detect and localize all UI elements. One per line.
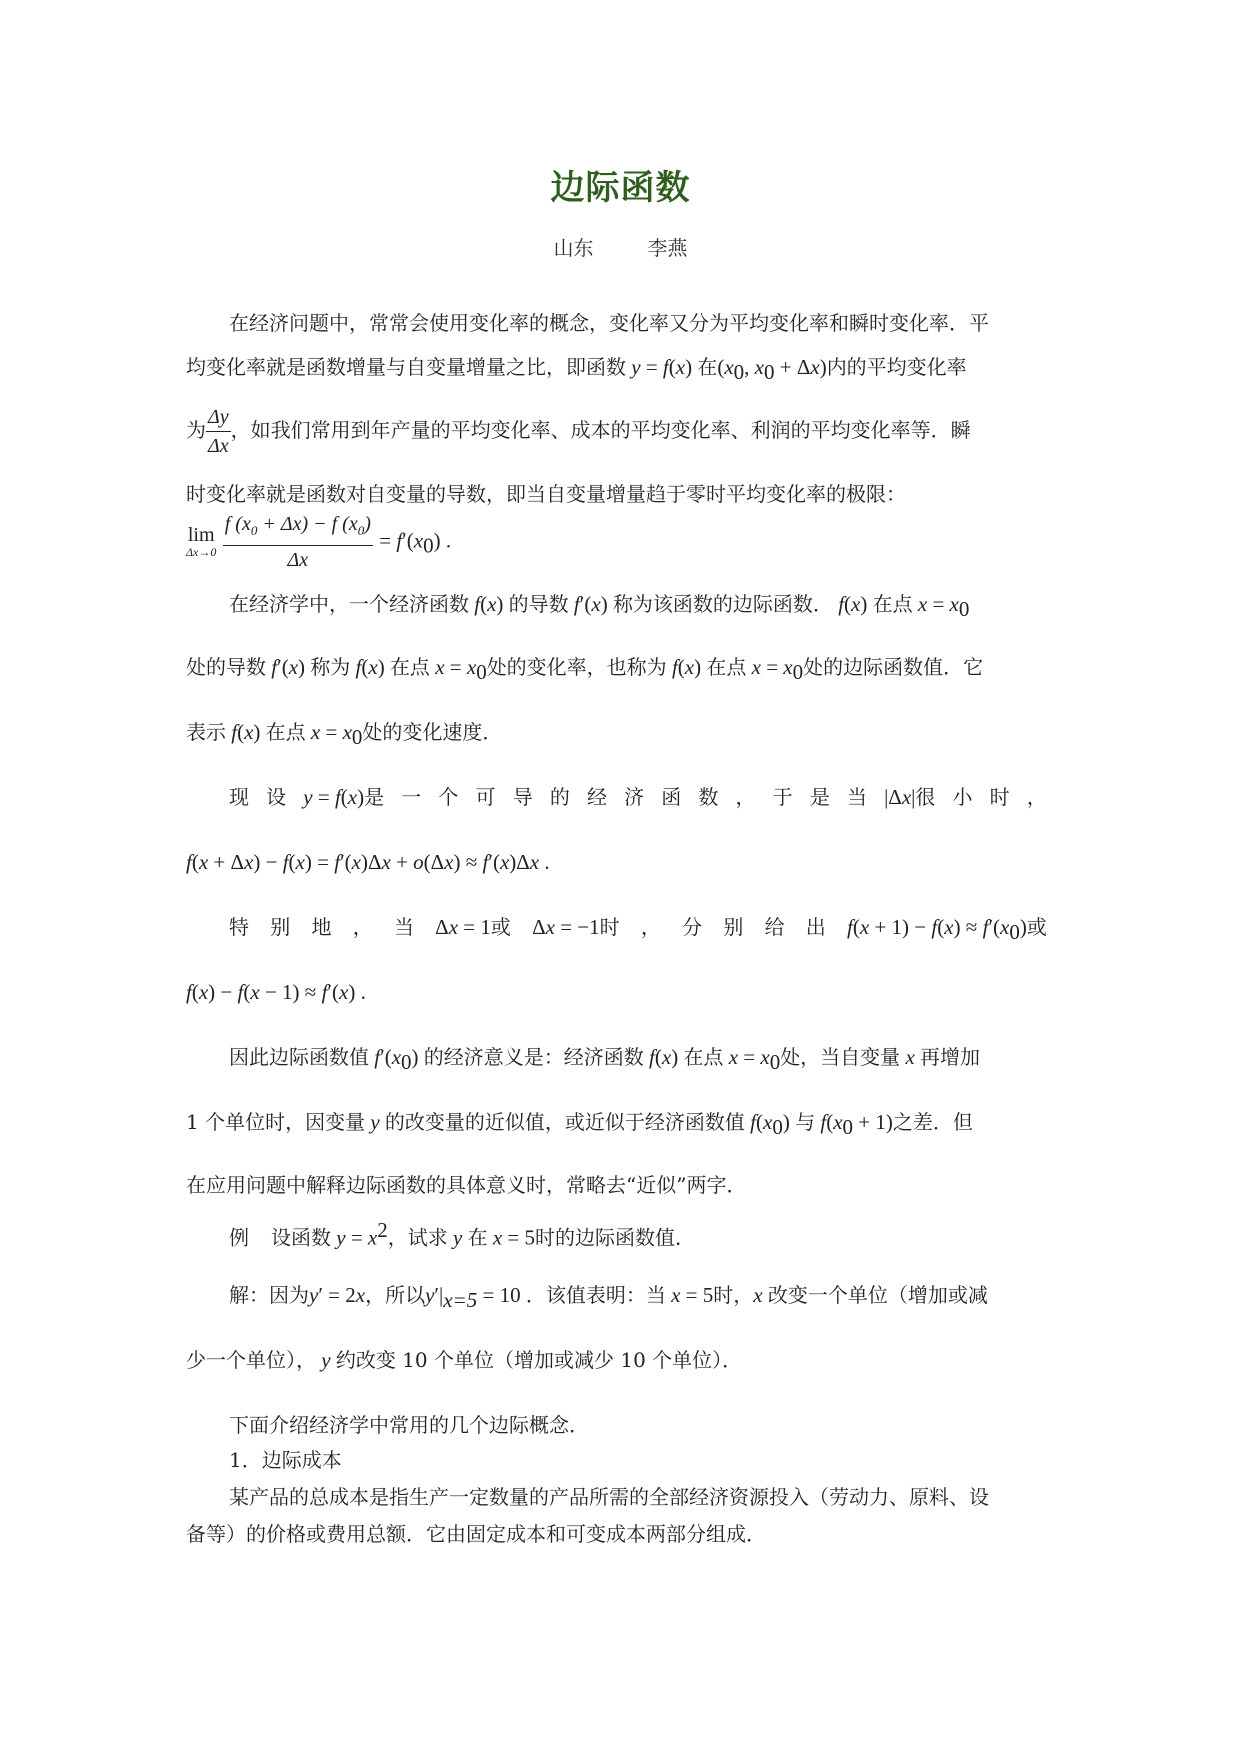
- author-province: 山东: [553, 236, 594, 260]
- p1-line4: 时变化率就是函数对自变量的导数，即当自变量增量趋于零时平均变化率的极限：: [186, 482, 906, 506]
- p3-line1: 现 设 y = f(x)是 一 个 可 导 的 经 济 函 数 ， 于 是 当 |Δx|很 小 时 ，: [229, 785, 1047, 809]
- p2-line3: 表示 f(x) 在点 $x = x_0$处的变化速度．: [186, 720, 503, 749]
- p6-line2: 备等）的价格或费用总额．它由固定成本和可变成本两部分组成．: [186, 1522, 766, 1546]
- section-heading-marginal-cost: 1．边际成本: [229, 1448, 342, 1472]
- p4-formula: f(x) − f(x − 1) ≈ f′(x) .: [186, 980, 366, 1004]
- p4-line1: 特 别 地 ， 当 Δx = 1或 Δx = −1时 ， 分 别 给 出 $f(x + 1) - f(x) \approx f'(x_0)$或: [229, 915, 1047, 944]
- intro-line: 下面介绍经济学中常用的几个边际概念．: [229, 1413, 589, 1437]
- p2-line1: 在经济学中，一个经济函数 f(x) 的导数 f′(x) 称为该函数的边际函数． f(x) 在点 $x = x_0$: [229, 592, 970, 621]
- p1-line3: 为 $\frac{\Delta y}{\Delta x}$ ，如我们常用到年产量的平均变化率、成本的平均变化率、利润的平均变化率等．瞬: [186, 406, 971, 457]
- solution-line1: 解：因为y′ = 2x，所以$y'|_{x=5} = 10$ ．该值表明：当 x = 5时，x 改变一个单位（增加或减: [229, 1283, 988, 1312]
- p1-limit-formula: lim Δx→0 $\frac{f (x_0 + \Delta x) - f (x_0)}{\Delta x}$ = $f'(x_0)$ .: [186, 513, 452, 571]
- p1-line1: 在经济问题中，常常会使用变化率的概念，变化率又分为平均变化率和瞬时变化率．平: [229, 311, 989, 335]
- p5-line2: 1 个单位时，因变量 y 的改变量的近似值，或近似于经济函数值 $f(x_0)$ 与 $f(x_0 + 1)$之差．但: [186, 1110, 973, 1139]
- p2-line2: 处的导数 f′(x) 称为 f(x) 在点 $x = x_0$处的变化率，也称为 f(x) 在点 $x = x_0$处的边际函数值．它: [186, 655, 984, 684]
- page-title: 边际函数: [550, 168, 691, 208]
- p5-line3: 在应用问题中解释边际函数的具体意义时，常略去“近似”两字．: [186, 1173, 747, 1197]
- p6-line1: 某产品的总成本是指生产一定数量的产品所需的全部经济资源投入（劳动力、原料、设: [229, 1485, 989, 1509]
- p5-line1: 因此边际函数值 $f'(x_0)$ 的经济意义是：经济函数 f(x) 在点 $x = x_0$处，当自变量 x 再增加: [229, 1045, 981, 1074]
- author-line: [0, 232, 1241, 261]
- p3-formula: f(x + Δx) − f(x) = f′(x)Δx + o(Δx) ≈ f′(x)Δx .: [186, 850, 550, 874]
- solution-line2: 少一个单位）， y 约改变 10 个单位（增加或减少 10 个单位）．: [186, 1348, 743, 1372]
- author-name: 李燕: [647, 236, 688, 260]
- example-line: 例 设函数 $y = x^2$，试求 y 在 x = 5时的边际函数值．: [229, 1218, 695, 1250]
- p1-line2: 均变化率就是函数增量与自变量增量之比，即函数 y = f(x) 在($x_0$, $x_0 + \Delta x$)内的平均变化率: [186, 355, 967, 384]
